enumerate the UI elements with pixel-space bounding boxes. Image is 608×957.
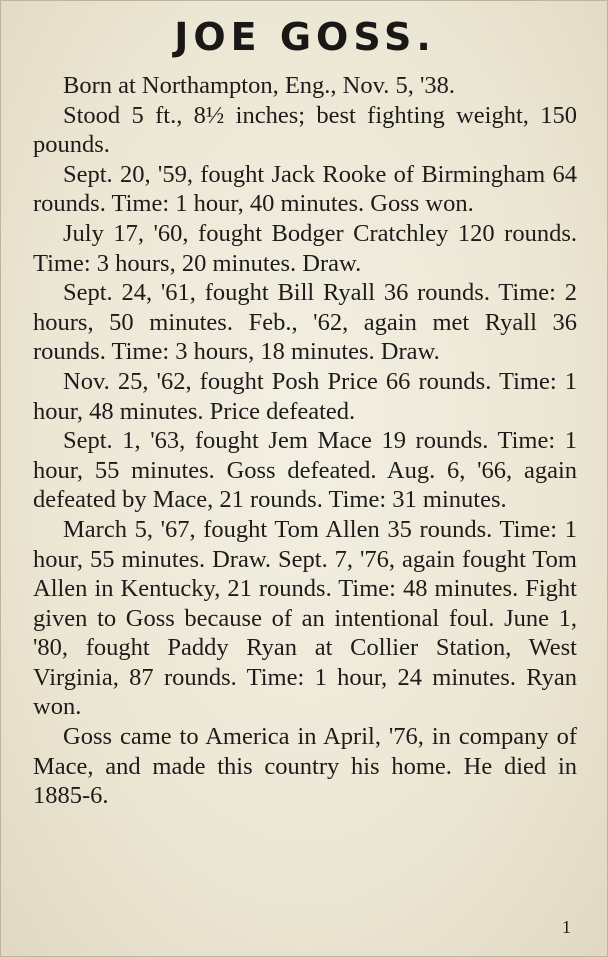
paragraph-birth: Born at Northampton, Eng., Nov. 5, '38. [63, 72, 456, 99]
page-number: 1 [562, 917, 571, 937]
paragraph-stature: Stood 5 ft., 8½ inches; best fighting weight, 150 pounds. [33, 101, 577, 159]
paragraph-fight-allen-ryan: March 5, '67, fought Tom Allen 35 rounds. Time: 1 hour, 55 minutes. Draw. Sept. 7, '76, again fought Tom Allen in Kentucky, 21 rounds. Time: 48 minutes. Fight given to Goss because of an intentional foul. June 1, '80, fought Paddy Ryan at Collier Station, West Virginia, 87 rounds. Time: 1 hour, 24 minutes. Ryan won. [33, 515, 577, 721]
paragraph-america: Goss came to America in April, '76, in company of Mace, and made this country his home. He died in 1885-6. [33, 723, 577, 810]
paragraph-fight-mace: Sept. 1, '63, fought Jem Mace 19 rounds. Time: 1 hour, 55 minutes. Goss defeated. Aug. 6, '66, again defeated by Mace, 21 rounds. Time: 31 minutes. [33, 427, 577, 514]
paragraph-fight-cratchley: July 17, '60, fought Bodger Cratchley 120 rounds. Time: 3 hours, 20 minutes. Draw. [33, 219, 577, 277]
paragraph-fight-rooke: Sept. 20, '59, fought Jack Rooke of Birmingham 64 rounds. Time: 1 hour, 40 minutes. Goss won. [33, 160, 577, 218]
paragraph-fight-price: Nov. 25, '62, fought Posh Price 66 rounds. Time: 1 hour, 48 minutes. Price defeated. [33, 367, 577, 425]
card-body [33, 71, 577, 811]
paragraph-fight-ryall: Sept. 24, '61, fought Bill Ryall 36 rounds. Time: 2 hours, 50 minutes. Feb., '62, again met Ryall 36 rounds. Time: 3 hours, 18 minutes. Draw. [33, 279, 577, 366]
card-title: JOE GOSS. [174, 15, 436, 59]
